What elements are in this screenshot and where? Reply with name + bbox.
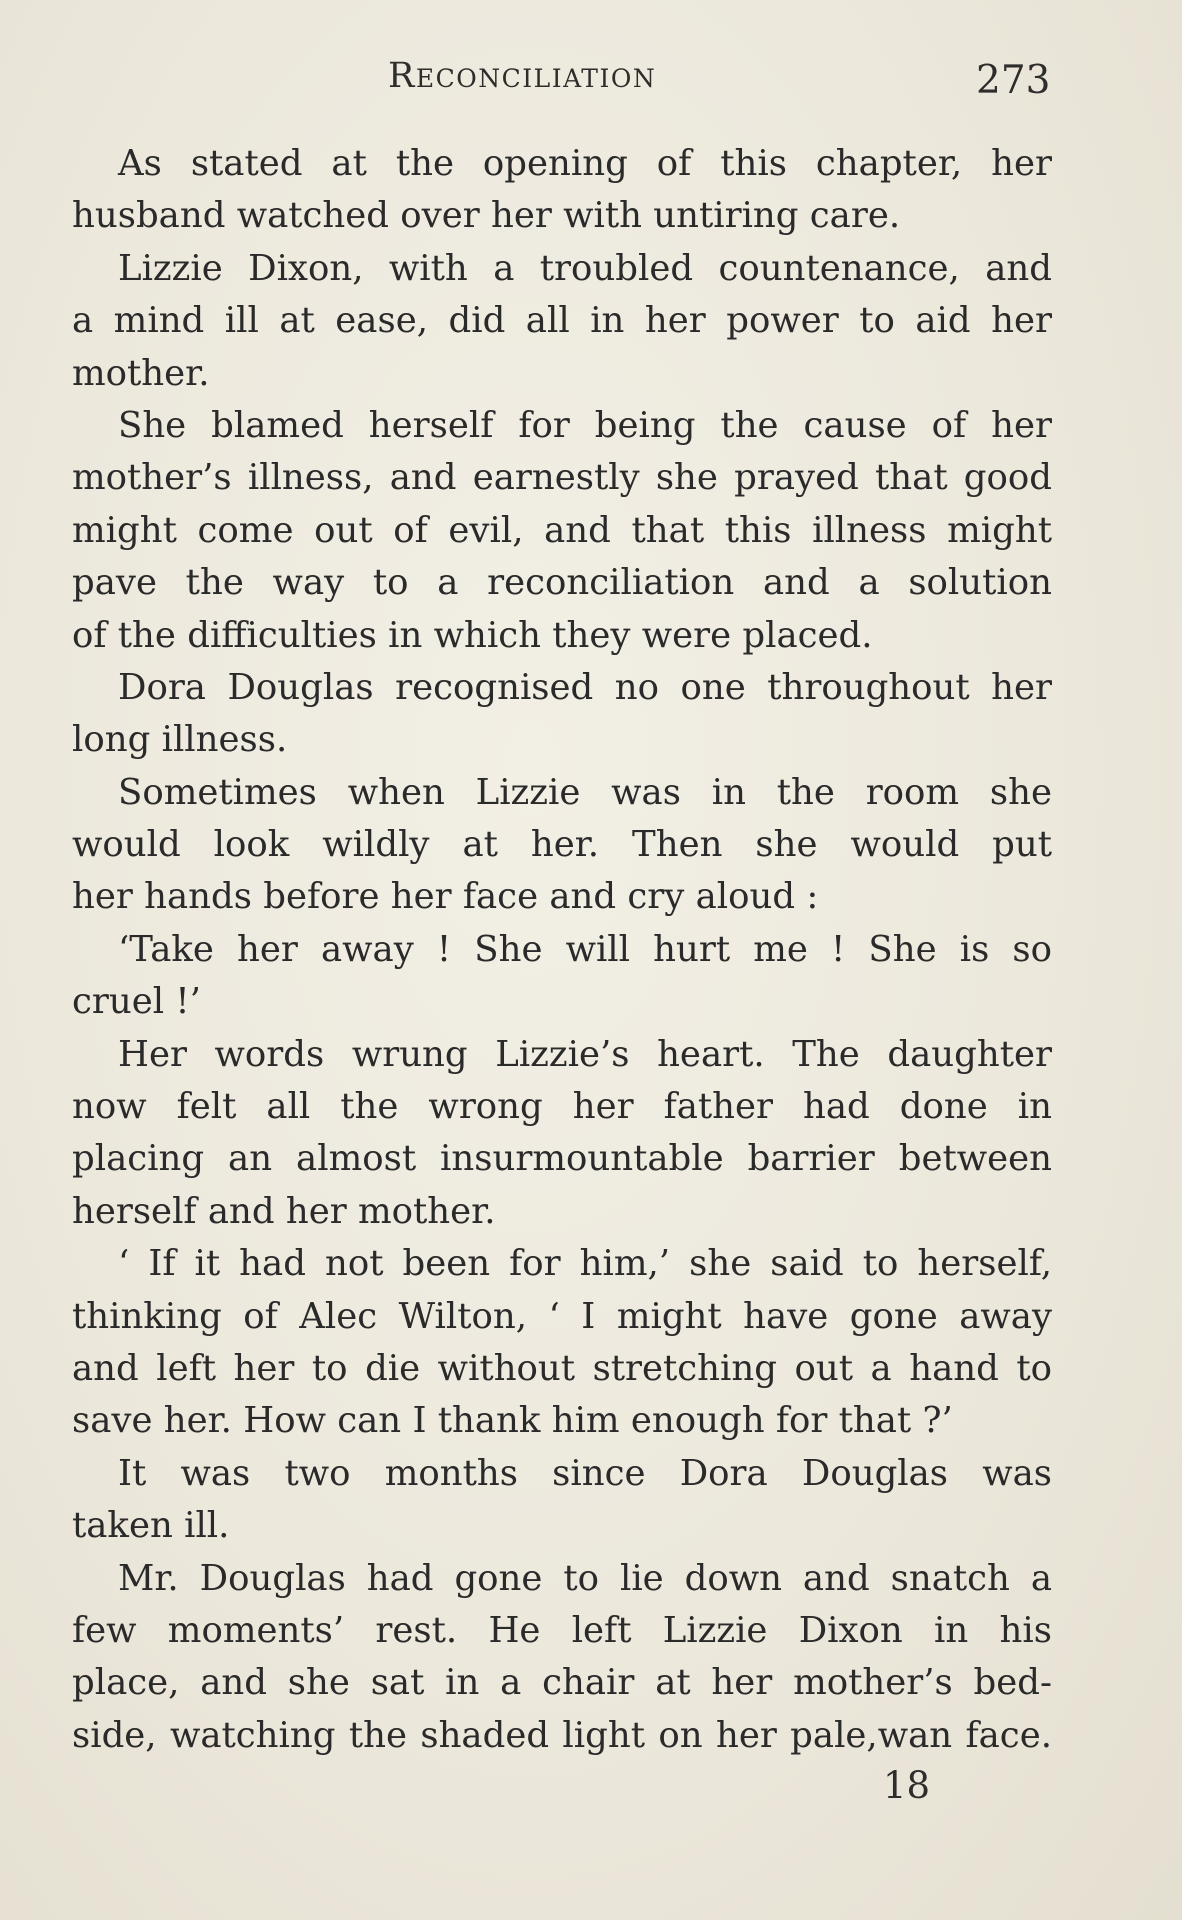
text-line: thinking of Alec Wilton, ‘ I might have gone away bbox=[72, 1295, 1052, 1337]
running-title: Reconciliation bbox=[388, 56, 657, 96]
text-line: might come out of evil, and that this illness might bbox=[72, 509, 1052, 551]
text-line: pave the way to a reconciliation and a solution bbox=[72, 562, 1052, 604]
text-line: of the difficulties in which they were placed. bbox=[72, 614, 873, 656]
text-line: her hands before her face and cry aloud : bbox=[72, 876, 819, 918]
text-line: Her words wrung Lizzie’s heart. The daughter bbox=[118, 1033, 1052, 1075]
body-text bbox=[72, 138, 1052, 1762]
running-head bbox=[0, 52, 1182, 108]
text-line: and left her to die without stretching out a hand to bbox=[72, 1347, 1052, 1389]
text-line: side, watching the shaded light on her pale,wan face. bbox=[72, 1714, 1052, 1756]
text-line: taken ill. bbox=[72, 1505, 230, 1547]
text-line: cruel !’ bbox=[72, 981, 201, 1023]
text-line: husband watched over her with untiring care. bbox=[72, 195, 901, 237]
text-line: Dora Douglas recognised no one throughout her bbox=[118, 666, 1052, 708]
text-line: a mind ill at ease, did all in her power to aid her bbox=[72, 300, 1052, 342]
text-line: placing an almost insurmountable barrier between bbox=[72, 1138, 1052, 1180]
text-line: mother. bbox=[72, 352, 210, 394]
text-line: mother’s illness, and earnestly she prayed that good bbox=[72, 457, 1052, 499]
text-line: As stated at the opening of this chapter, her bbox=[118, 143, 1052, 184]
text-line: ‘Take her away ! She will hurt me ! She is so bbox=[118, 928, 1052, 970]
text-line: would look wildly at her. Then she would put bbox=[72, 824, 1052, 866]
signature-mark: 18 bbox=[883, 1764, 931, 1807]
text-line: few moments’ rest. He left Lizzie Dixon in his bbox=[72, 1609, 1052, 1651]
text-line: It was two months since Dora Douglas was bbox=[118, 1452, 1052, 1494]
text-line: place, and she sat in a chair at her mother’s bed- bbox=[72, 1662, 1052, 1704]
text-line: Lizzie Dixon, with a troubled countenance, and bbox=[118, 247, 1052, 289]
page-number: 273 bbox=[976, 58, 1051, 103]
text-line: ‘ If it had not been for him,’ she said to herself, bbox=[118, 1243, 1052, 1285]
text-line: Mr. Douglas had gone to lie down and snatch a bbox=[118, 1557, 1052, 1599]
text-line: She blamed herself for being the cause of her bbox=[118, 404, 1052, 446]
text-line: herself and her mother. bbox=[72, 1190, 496, 1232]
text-line: long illness. bbox=[72, 719, 288, 761]
text-line: save her. How can I thank him enough for that ?’ bbox=[72, 1400, 953, 1442]
text-line: Sometimes when Lizzie was in the room she bbox=[118, 771, 1052, 813]
text-line: now felt all the wrong her father had done in bbox=[72, 1086, 1052, 1128]
